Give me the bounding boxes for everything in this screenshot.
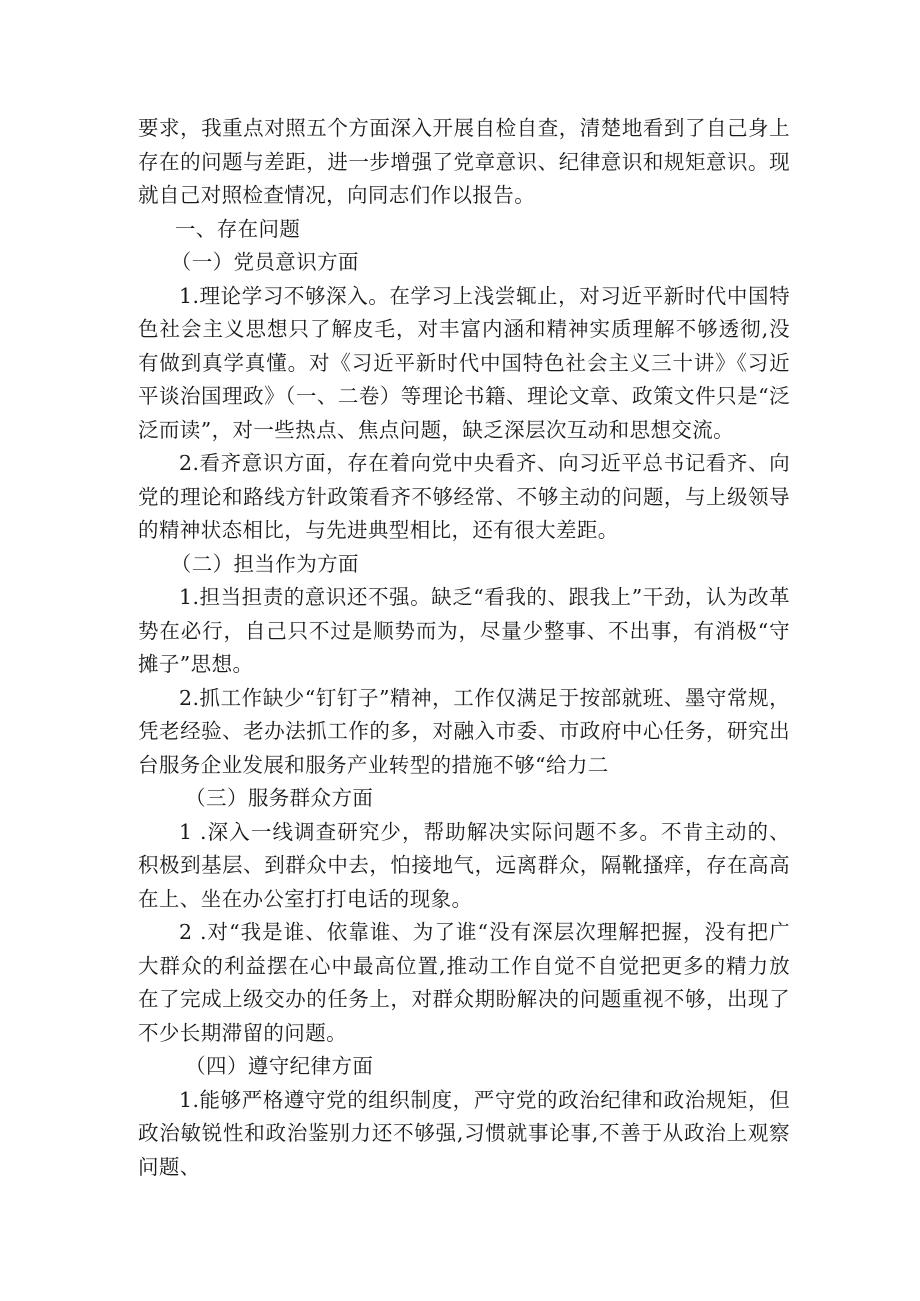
section-heading-problems: 一、存在问题 (174, 216, 301, 241)
paragraph-theory-study: 1.理论学习不够深入。在学习上浅尝辄止，对习近平新时代中国特色社会主义思想只了解皮毛，对丰富内涵和精神实质理解不够透彻,没有做到真学真懂。对《习近平新时代中国特色社会主义三十讲》《习近平谈治国理政》（一、二卷）等理论书籍、理论文章、政策文件只是“泛泛而读”，对一些热点、焦点问题，缺乏深层次互动和思想交流。 (138, 283, 790, 442)
document-body (138, 112, 790, 1184)
paragraph-masses-interest: 2 .对“我是谁、依靠谁、为了谁“没有深层次理解把握，没有把广大群众的利益摆在心中最高位置,推动工作自觉不自觉把更多的精力放在了完成上级交办的任务上，对群众期盼解决的问题重视不够，出现了不少长期滞留的问题。 (138, 920, 790, 1045)
subheading-party-awareness: （一）党员意识方面 (170, 250, 359, 274)
subheading-discipline: （四）遵守纪律方面 (185, 1054, 374, 1078)
subheading-responsibility: （二）担当作为方面 (170, 551, 359, 576)
paragraph-organization-system: 1.能够严格遵守党的组织制度，严守党的政治纪律和政治规矩，但政治敏锐性和政治鉴别力还不够强,习惯就事论事,不善于从政治上观察问题、 (138, 1087, 790, 1179)
paragraph-responsibility-awareness: 1.担当担责的意识还不强。缺乏“看我的、跟我上”干劲，认为改革势在必行，自己只不过是顺势而为，尽量少整事、不出事，有消极“守摊子”思想。 (138, 585, 790, 676)
paragraph-field-research: 1 .深入一线调查研究少，帮助解决实际问题不多。不肯主动的、积极到基层、到群众中去，怕接地气，远离群众，隔靴搔痒，存在高高在上、坐在办公室打打电话的现象。 (138, 819, 790, 911)
paragraph-alignment-awareness: 2.看齐意识方面，存在着向党中央看齐、向习近平总书记看齐、向党的理论和路线方针政策看齐不够经常、不够主动的问题，与上级领导的精神状态相比，与先进典型相比，还有很大差距。 (138, 451, 790, 542)
subheading-serving-masses: （三）服务群众方面 (185, 786, 374, 810)
paragraph-nail-spirit: 2.抓工作缺少“钉钉子”精神，工作仅满足于按部就班、墨守常规，凭老经验、老办法抓工作的多，对融入市委、市政府中心任务，研究出台服务企业发展和服务产业转型的措施不够“给力二 (138, 685, 790, 777)
intro-paragraph: 要求，我重点对照五个方面深入开展自检自查，清楚地看到了自己身上存在的问题与差距，进一步增强了党章意识、纪律意识和规矩意识。现就自己对照检查情况，向同志们作以报告。 (138, 116, 790, 207)
